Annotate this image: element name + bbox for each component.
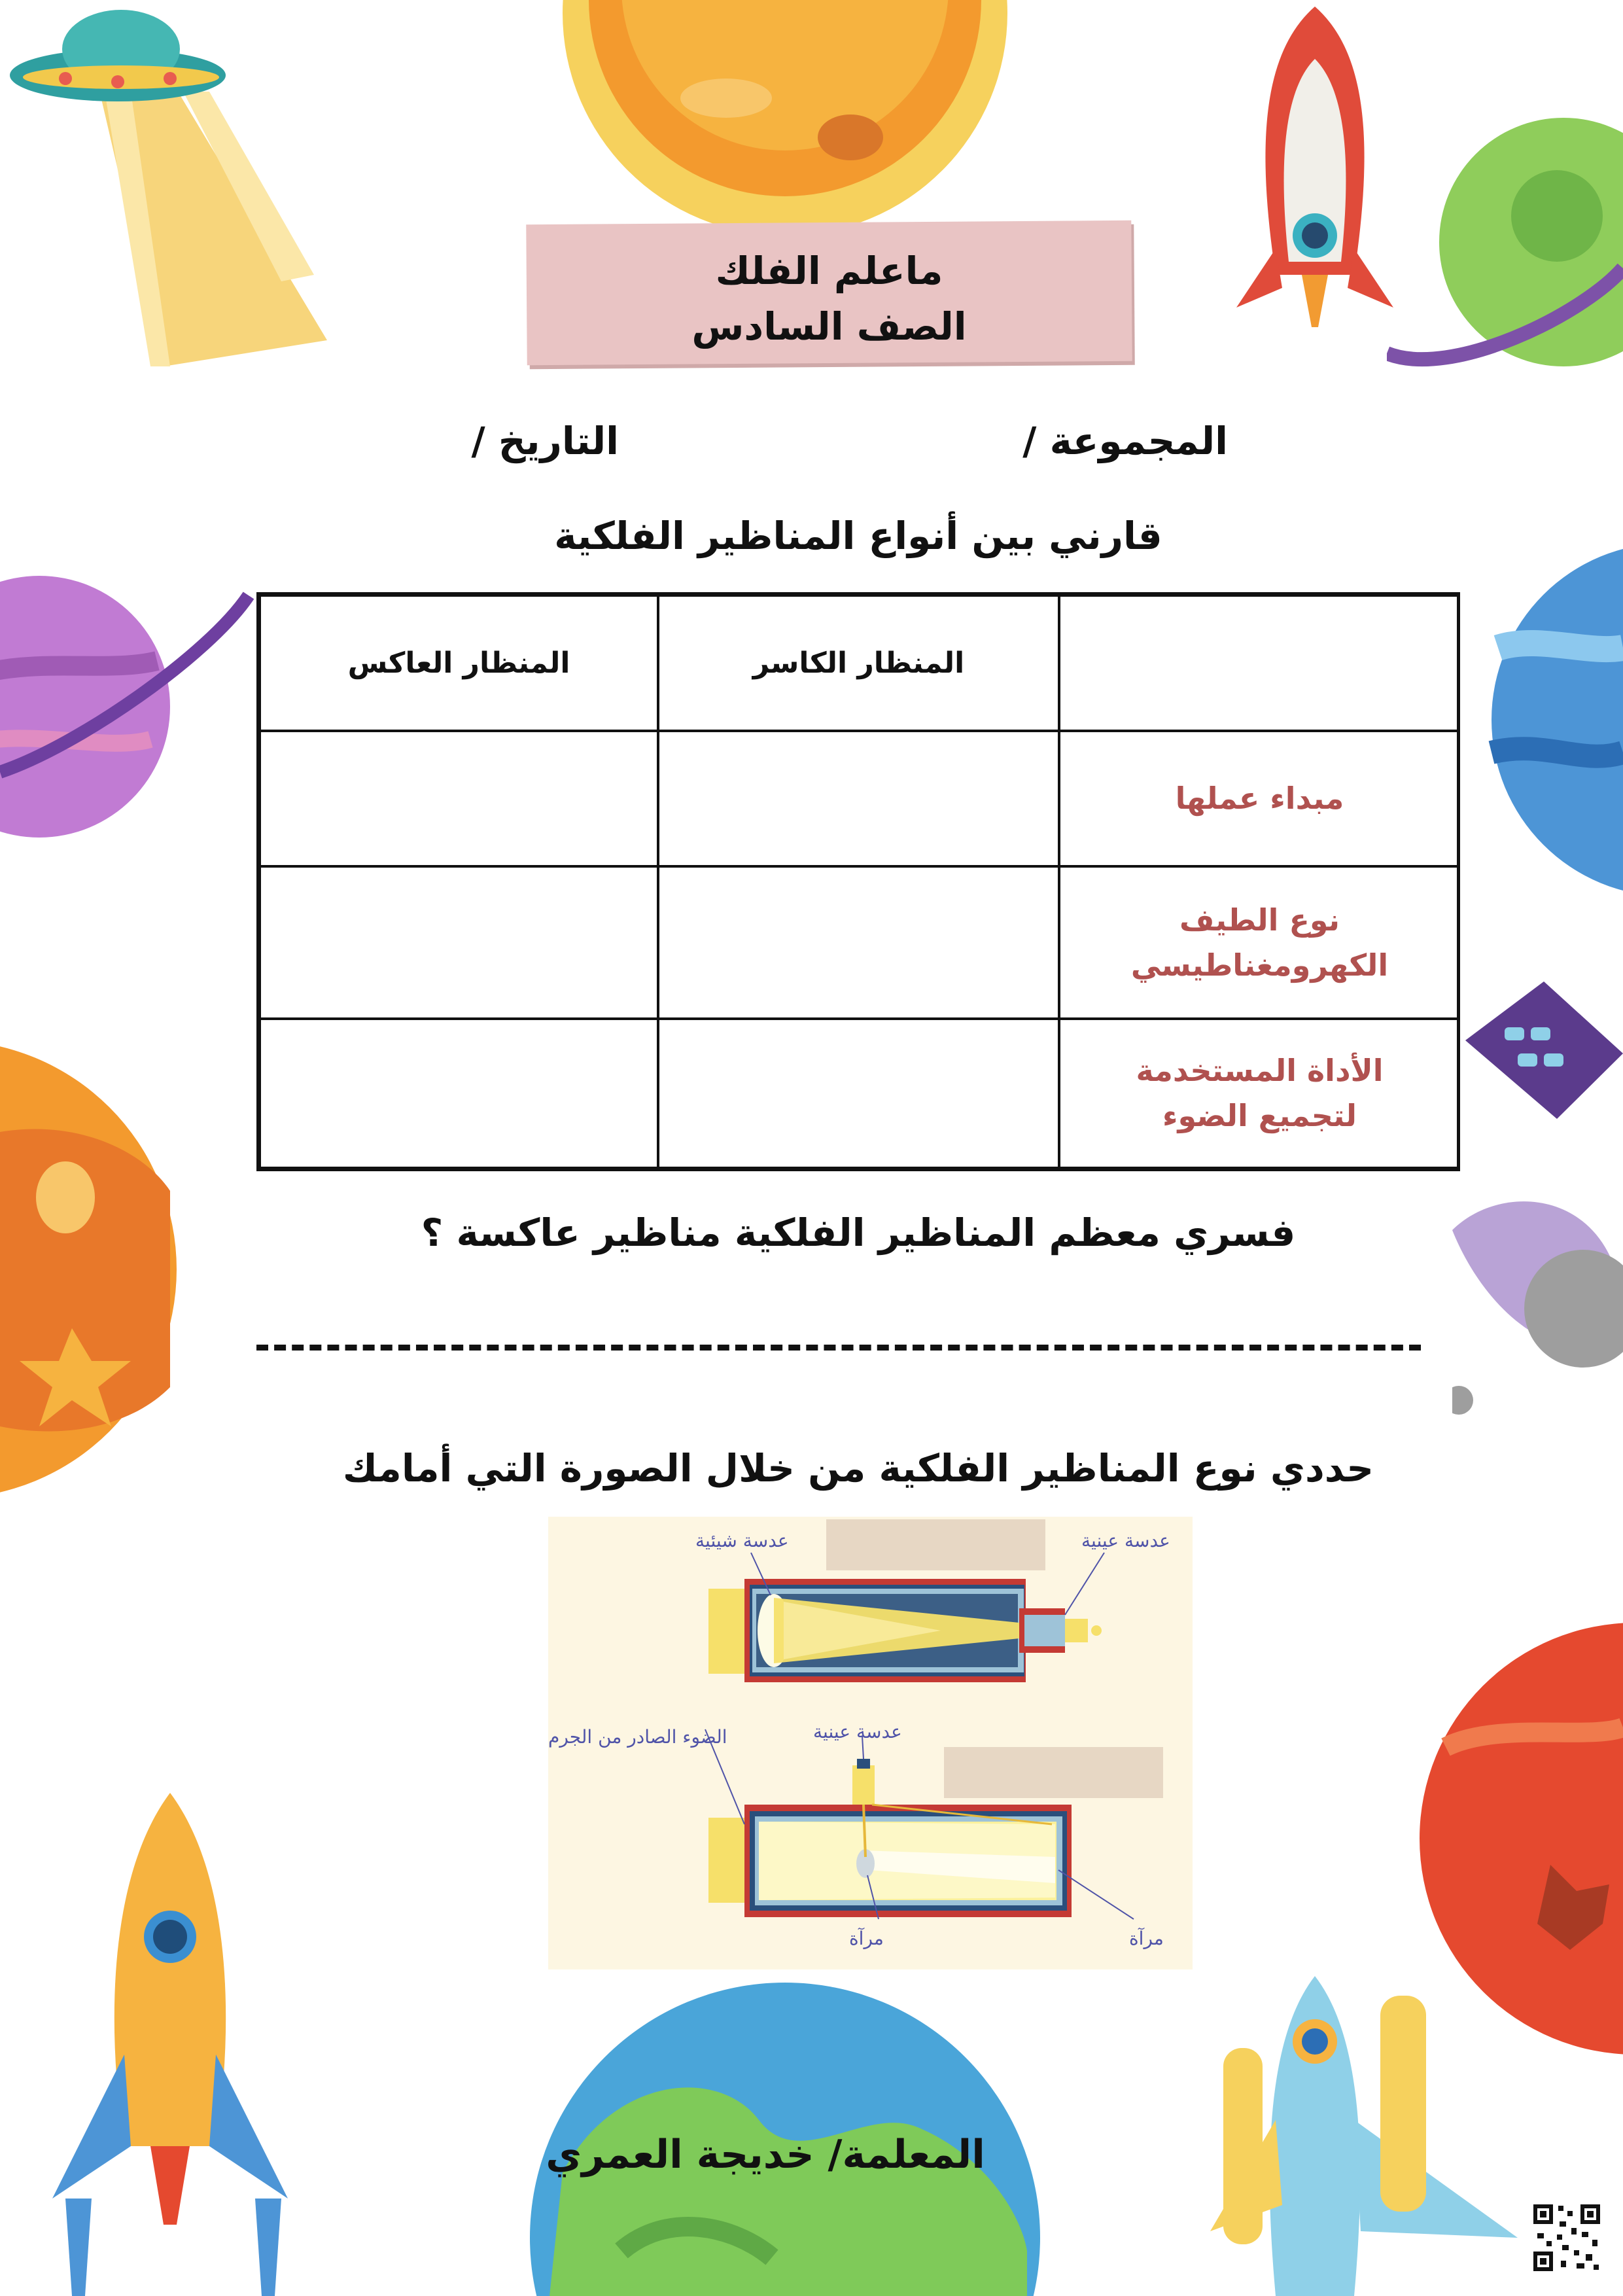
label-mirror-primary: مرآة	[1129, 1928, 1164, 1949]
orange-planet-icon	[0, 1021, 183, 1518]
label-eyepiece-refractor: عدسة عينية	[1081, 1530, 1170, 1551]
label-objective-lens: عدسة شيئية	[695, 1530, 789, 1551]
answer-line[interactable]	[256, 1345, 1421, 1351]
date-label: التاريخ /	[471, 419, 619, 463]
worksheet-grade: الصف السادس	[691, 304, 967, 349]
green-planet-icon	[1387, 98, 1623, 386]
row-label-spectrum: نوع الطيف الكهرومغناطيسي	[1059, 866, 1460, 1019]
answer-cell-reflector-spectrum[interactable]	[260, 866, 658, 1019]
column-header-refractor: المنظار الكاسر	[658, 595, 1059, 731]
blue-planet-icon	[1485, 517, 1623, 923]
comparison-table	[256, 592, 1460, 1171]
purple-planet-icon	[0, 576, 262, 851]
identify-question: حددي نوع المناظير الفلكية من خلال الصورة التي أمامك	[342, 1446, 1374, 1491]
table-corner-cell	[1059, 595, 1460, 731]
group-label: المجموعة /	[1022, 419, 1228, 463]
row-label-light-gathering-tool: الأداة المستخدمة لتجميع الضوء	[1059, 1019, 1460, 1168]
explain-question: فسري معظم المناظير الفلكية مناظير عاكسة ؟	[421, 1210, 1296, 1255]
rocket-yellow-icon	[39, 1780, 314, 2296]
row-label-principle: مبداء عملها	[1059, 731, 1460, 866]
compare-heading: قارني بين أنواع المناظير الفلكية	[554, 514, 1162, 558]
spaceship-icon	[1210, 1956, 1550, 2296]
label-eyepiece-reflector: عدسة عينية	[813, 1721, 902, 1742]
answer-cell-refractor-principle[interactable]	[658, 731, 1059, 866]
answer-cell-reflector-tool[interactable]	[260, 1019, 658, 1168]
label-light-from-object: الضوء الصادر من الجرم	[548, 1726, 727, 1748]
ufo-icon	[0, 0, 340, 380]
satellite-icon	[1452, 981, 1623, 1479]
answer-cell-refractor-spectrum[interactable]	[658, 866, 1059, 1019]
telescope-diagram	[548, 1517, 1193, 1969]
teacher-name: المعلمة/ خديجة العمري	[546, 2132, 985, 2178]
qr-code-icon	[1531, 2202, 1603, 2274]
sun-icon	[536, 0, 1034, 236]
column-header-reflector: المنظار العاكس	[260, 595, 658, 731]
label-mirror-secondary: مرآة	[849, 1928, 884, 1949]
worksheet-subject: ماعلم الفلك	[715, 249, 943, 293]
answer-cell-refractor-tool[interactable]	[658, 1019, 1059, 1168]
answer-cell-reflector-principle[interactable]	[260, 731, 658, 866]
